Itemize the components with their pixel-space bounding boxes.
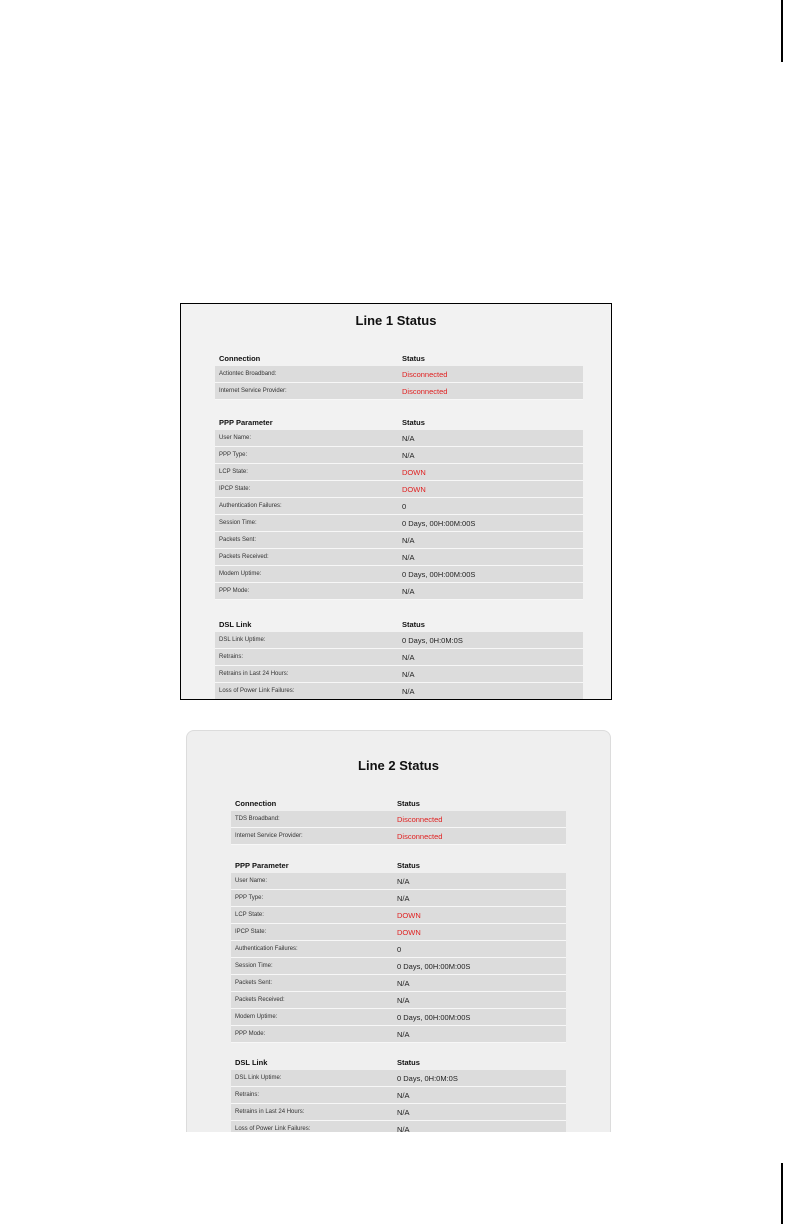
section-header: Connection Status — [219, 354, 425, 363]
section-header: PPP Parameter Status — [235, 861, 420, 870]
table-row: LCP State: DOWN — [231, 907, 566, 924]
table-row: Modem Uptime: 0 Days, 00H:00M:00S — [215, 566, 583, 583]
section-header: DSL Link Status — [219, 620, 425, 629]
table-row: PPP Mode: N/A — [215, 583, 583, 600]
table-row: Modem Uptime: 0 Days, 00H:00M:00S — [231, 1009, 566, 1026]
line1-ppp-table — [215, 418, 583, 600]
table-row: PPP Type: N/A — [215, 447, 583, 464]
table-row: DSL Link Uptime: 0 Days, 0H:0M:0S — [215, 632, 583, 649]
section-header: DSL Link Status — [235, 1058, 420, 1067]
table-row: IPCP State: DOWN — [231, 924, 566, 941]
line2-dsl-table — [231, 1058, 566, 1132]
table-row: Internet Service Provider: Disconnected — [231, 828, 566, 845]
line1-title: Line 1 Status — [355, 313, 437, 328]
table-row: Loss of Power Link Failures: N/A — [231, 1121, 566, 1132]
table-row: User Name: N/A — [231, 873, 566, 890]
section-header: PPP Parameter Status — [219, 418, 425, 427]
table-row: Packets Received: N/A — [231, 992, 566, 1009]
crop-mark-bottom — [781, 1163, 783, 1224]
table-row: PPP Type: N/A — [231, 890, 566, 907]
table-row: PPP Mode: N/A — [231, 1026, 566, 1043]
crop-mark-top — [781, 0, 783, 62]
table-row: User Name: N/A — [215, 430, 583, 447]
table-row: IPCP State: DOWN — [215, 481, 583, 498]
table-row: Packets Sent: N/A — [231, 975, 566, 992]
line2-title: Line 2 Status — [358, 758, 439, 773]
table-row: Retrains in Last 24 Hours: N/A — [231, 1104, 566, 1121]
table-row: TDS Broadband: Disconnected — [231, 811, 566, 828]
status-value: Disconnected — [402, 386, 448, 396]
status-value: Disconnected — [402, 369, 448, 379]
section-header: Connection Status — [235, 799, 420, 808]
table-row: Retrains: N/A — [215, 649, 583, 666]
table-row: DSL Link Uptime: 0 Days, 0H:0M:0S — [231, 1070, 566, 1087]
table-row: Session Time: 0 Days, 00H:00M:00S — [231, 958, 566, 975]
table-row: Authentication Failures: 0 — [231, 941, 566, 958]
table-row: Internet Service Provider: Disconnected — [215, 383, 583, 400]
table-row: Loss of Power Link Failures: N/A — [215, 683, 583, 700]
line1-status-panel — [180, 303, 612, 700]
line2-ppp-table — [231, 861, 566, 1043]
status-value: Disconnected — [397, 814, 443, 824]
table-row: Actiontec Broadband: Disconnected — [215, 366, 583, 383]
status-value: Disconnected — [397, 831, 443, 841]
line2-connection-table — [231, 799, 566, 845]
table-row: Packets Sent: N/A — [215, 532, 583, 549]
line2-status-panel — [186, 730, 611, 1132]
line1-connection-table — [215, 354, 583, 400]
table-row: Retrains: N/A — [231, 1087, 566, 1104]
line1-dsl-table — [215, 620, 583, 700]
table-row: LCP State: DOWN — [215, 464, 583, 481]
table-row: Packets Received: N/A — [215, 549, 583, 566]
table-row: Authentication Failures: 0 — [215, 498, 583, 515]
table-row: Session Time: 0 Days, 00H:00M:00S — [215, 515, 583, 532]
table-row: Retrains in Last 24 Hours: N/A — [215, 666, 583, 683]
